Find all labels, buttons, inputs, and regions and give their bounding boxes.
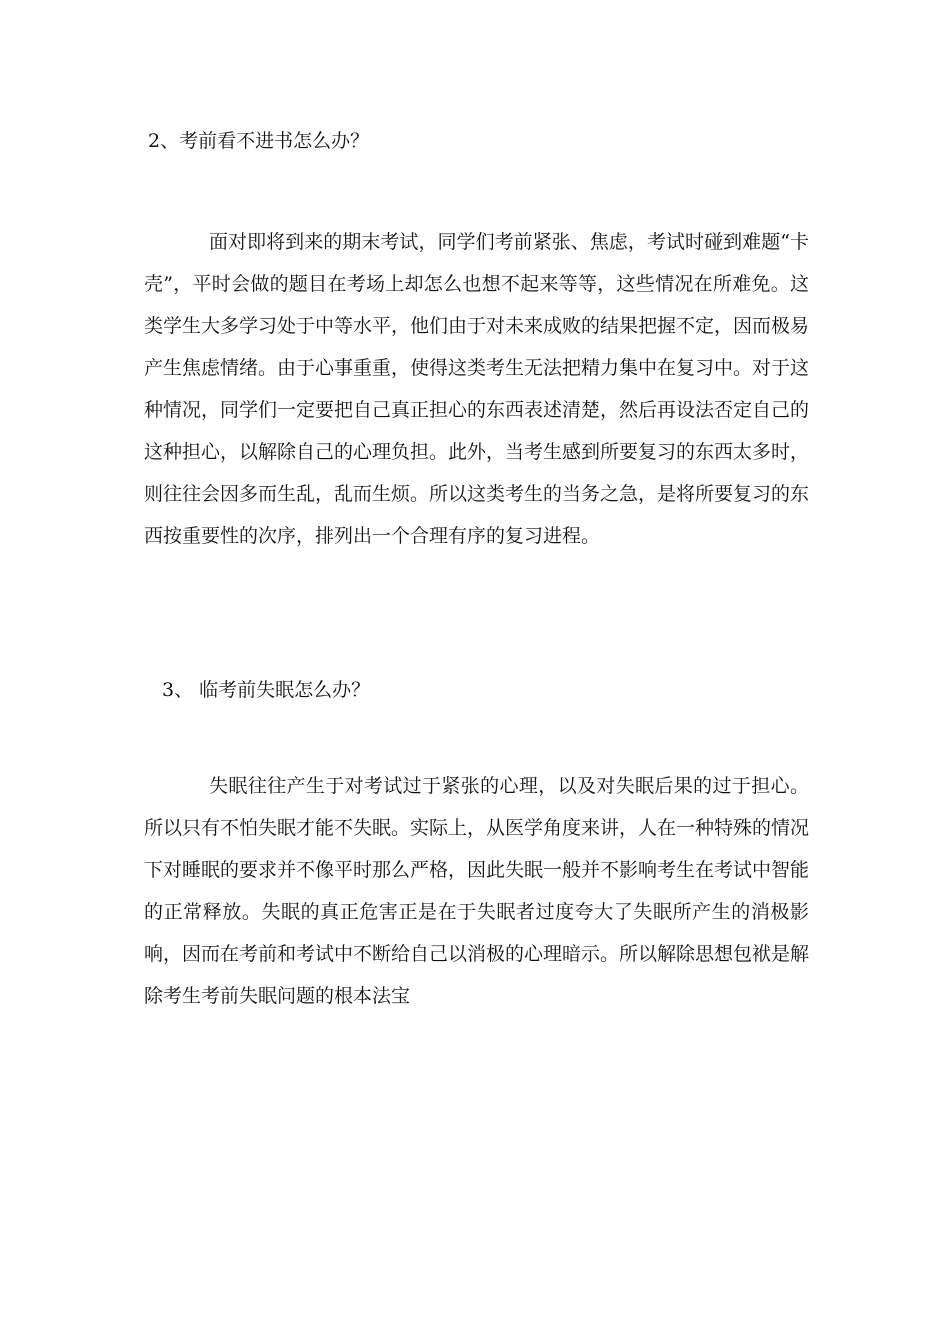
section-body-2: 面对即将到来的期末考试，同学们考前紧张、焦虑，考试时碰到难题“卡壳”，平时会做的题目在考场上却怎么也想不起来等等，这些情况在所难免。这类学生大多学习处于中等水平，他们由于对未来成败的结果把握不定，因而极易产生焦虑情绪。由于心事重重，使得这类考生无法把精力集中在复习中。对于这种情况，同学们一定要把自己真正担心的东西表述清楚，然后再设法否定自己的这种担心，以解除自己的心理负担。此外，当考生感到所要复习的东西太多时，则往往会因多而生乱，乱而生烦。所以这类考生的当务之急，是将所要复习的东西按重要性的次序，排列出一个合理有序的复习进程。 (144, 231, 810, 547)
section-body-3: 失眠往往产生于对考试过于紧张的心理，以及对失眠后果的过于担心。所以只有不怕失眠才能不失眠。实际上，从医学角度来讲，人在一种特殊的情况下对睡眠的要求并不像平时那么严格，因此失眠一般并不影响考生在考试中智能的正常释放。失眠的真正危害正是在于失眠者过度夸大了失眠所产生的消极影响，因而在考前和考试中不断给自己以消极的心理暗示。所以解除思想包袱是解除考生考前失眠问题的根本法宝 (144, 775, 810, 1007)
section-heading-3: 3、 临考前失眠怎么办？ (162, 679, 371, 701)
section-heading-2: 2、考前看不进书怎么办？ (148, 130, 370, 152)
